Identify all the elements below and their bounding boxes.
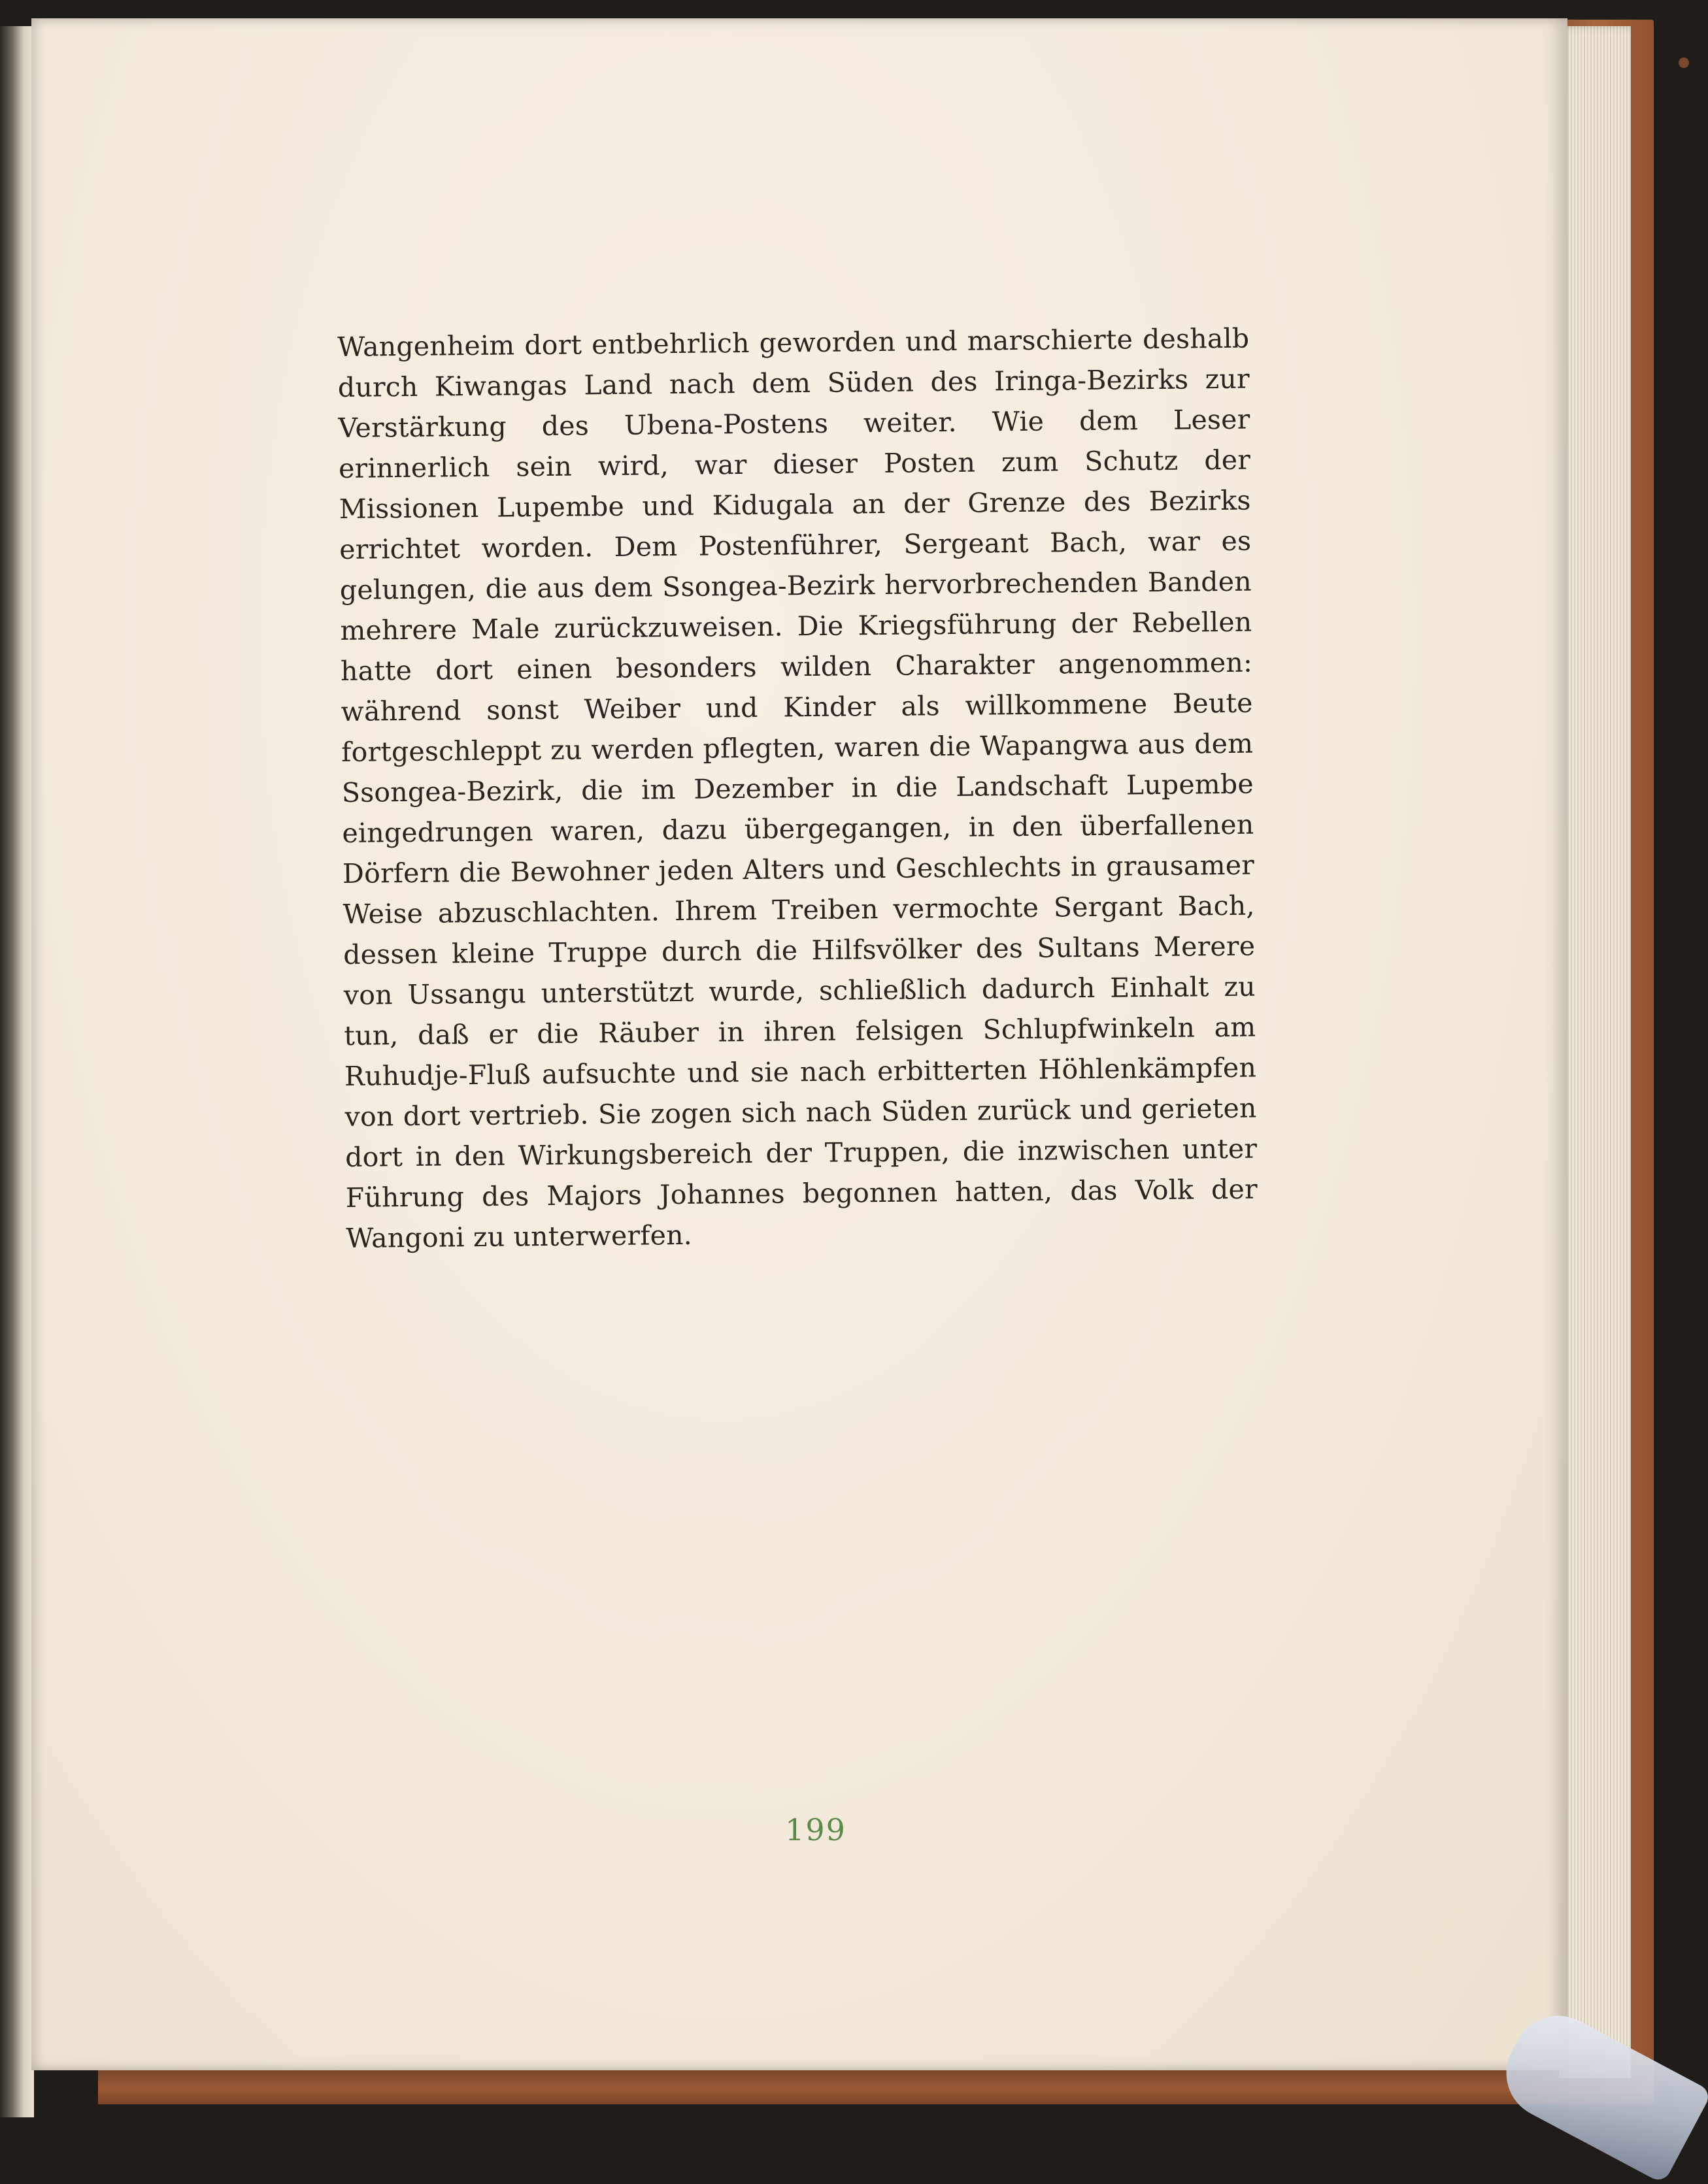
book-spine-edge	[0, 26, 34, 2117]
page-number: 199	[785, 1812, 846, 1847]
book-cover-bottom	[98, 2065, 1654, 2104]
body-paragraph: Wangenheim dort entbehrlich geworden und marschierte deshalb durch Kiwangas Land nach dem Süden des Iringa-Bezirks zur Verstärkung des Ubena-Postens weiter. Wie dem Leser erinnerlich sein wird, war dieser Posten zum Schutz der Missionen Lupembe und Kidugala an der Grenze des Bezirks errichtet worden. Dem Postenführer, Sergeant Bach, war es gelungen, die aus dem Ssongea-Bezirk hervorbrechenden Banden mehrere Male zurückzuweisen. Die Kriegsführung der Rebellen hatte dort einen besonders wilden Charakter angenommen: während sonst Weiber und Kinder als willkommene Beute fortgeschleppt zu werden pflegten, waren die Wapangwa aus dem Ssongea-Bezirk, die im Dezember in die Landschaft Lupembe eingedrungen waren, dazu übergegangen, in den überfallenen Dörfern die Bewohner jeden Alters und Geschlechts in grausamer Weise abzuschlachten. Ihrem Treiben vermochte Sergant Bach, dessen kleine Truppe durch die Hilfsvölker des Sultans Merere von Ussangu unterstützt wurde, schließlich dadurch Einhalt zu tun, daß er die Räuber in ihren felsigen Schlupfwinkeln am Ruhudje-Fluß aufsuchte und sie nach erbitterten Höhlenkämpfen von dort vertrieb. Sie zogen sich nach Süden zurück und gerieten dort in den Wirkungsbereich der Truppen, die inzwischen unter Führung des Majors Johannes begonnen hatten, das Volk der Wangoni zu unterwerfen.	[337, 322, 1258, 1254]
book-page	[31, 18, 1567, 2070]
page-edges	[1559, 26, 1631, 2078]
cover-mark	[1679, 58, 1689, 68]
